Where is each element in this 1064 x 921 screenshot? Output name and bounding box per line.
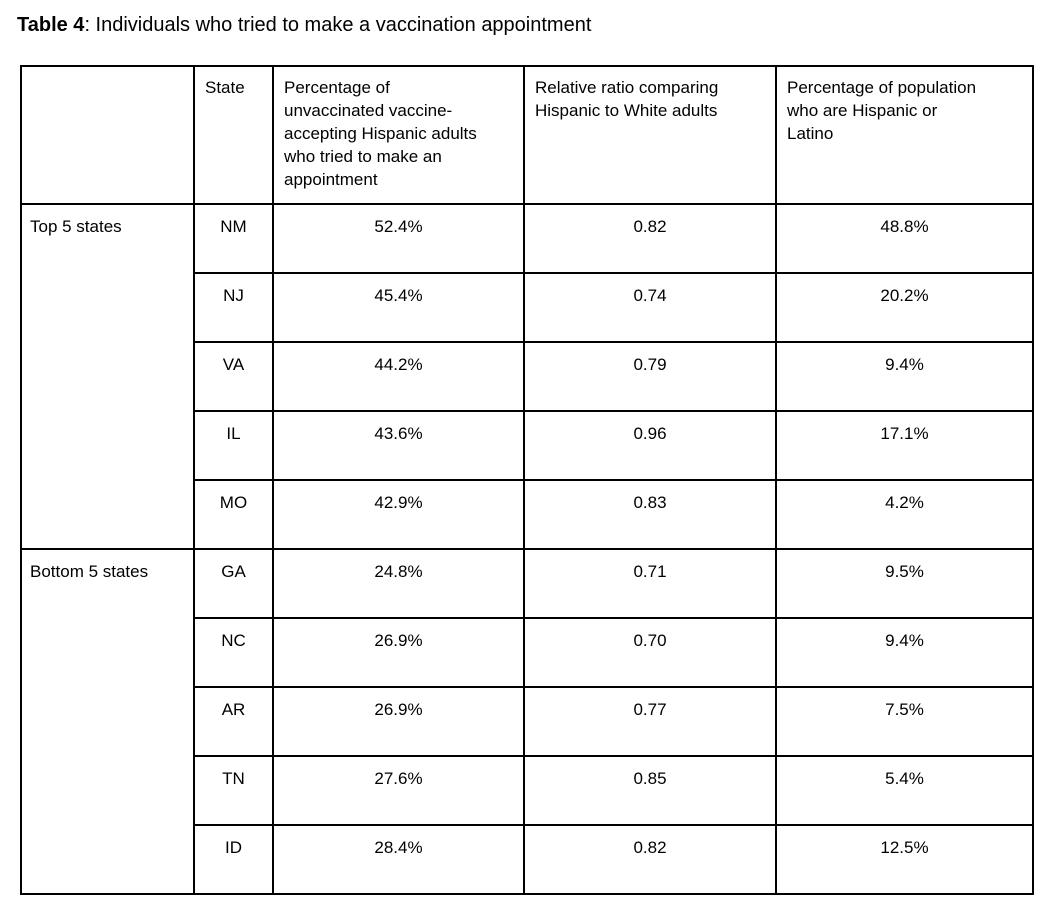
header-relative-ratio: Relative ratio comparing Hispanic to White adults <box>524 66 776 204</box>
table-title <box>17 13 1064 37</box>
pct-population-cell: 12.5% <box>776 825 1033 894</box>
header-group <box>21 66 194 204</box>
ratio-cell: 0.82 <box>524 204 776 273</box>
pct-tried-cell: 43.6% <box>273 411 524 480</box>
table-body <box>21 204 1033 894</box>
ratio-cell: 0.85 <box>524 756 776 825</box>
pct-tried-cell: 27.6% <box>273 756 524 825</box>
pct-population-cell: 9.4% <box>776 618 1033 687</box>
ratio-cell: 0.79 <box>524 342 776 411</box>
state-cell: GA <box>194 549 273 618</box>
state-cell: NJ <box>194 273 273 342</box>
state-cell: NC <box>194 618 273 687</box>
pct-population-cell: 4.2% <box>776 480 1033 549</box>
ratio-cell: 0.96 <box>524 411 776 480</box>
state-cell: MO <box>194 480 273 549</box>
pct-tried-cell: 52.4% <box>273 204 524 273</box>
group-label-top5: Top 5 states <box>21 204 194 549</box>
header-pct-tried: Percentage of unvaccinated vaccine-accepting Hispanic adults who tried to make an appointment <box>273 66 524 204</box>
state-cell: IL <box>194 411 273 480</box>
state-cell: NM <box>194 204 273 273</box>
table-title-caption: : Individuals who tried to make a vaccination appointment <box>84 14 592 36</box>
pct-tried-cell: 24.8% <box>273 549 524 618</box>
pct-population-cell: 48.8% <box>776 204 1033 273</box>
vaccination-appointment-table <box>20 65 1034 895</box>
ratio-cell: 0.82 <box>524 825 776 894</box>
pct-tried-cell: 44.2% <box>273 342 524 411</box>
ratio-cell: 0.70 <box>524 618 776 687</box>
ratio-cell: 0.71 <box>524 549 776 618</box>
table-row <box>21 549 1033 618</box>
header-pct-population: Percentage of population who are Hispanic or Latino <box>776 66 1033 204</box>
table-header <box>21 66 1033 204</box>
pct-tried-cell: 45.4% <box>273 273 524 342</box>
pct-tried-cell: 28.4% <box>273 825 524 894</box>
table-row <box>21 204 1033 273</box>
pct-population-cell: 7.5% <box>776 687 1033 756</box>
table-title-label: Table 4 <box>17 14 85 36</box>
pct-population-cell: 20.2% <box>776 273 1033 342</box>
pct-population-cell: 9.4% <box>776 342 1033 411</box>
header-state: State <box>194 66 273 204</box>
pct-tried-cell: 26.9% <box>273 618 524 687</box>
pct-tried-cell: 42.9% <box>273 480 524 549</box>
pct-population-cell: 17.1% <box>776 411 1033 480</box>
state-cell: ID <box>194 825 273 894</box>
pct-population-cell: 9.5% <box>776 549 1033 618</box>
ratio-cell: 0.74 <box>524 273 776 342</box>
group-label-bottom5: Bottom 5 states <box>21 549 194 894</box>
pct-tried-cell: 26.9% <box>273 687 524 756</box>
header-row <box>21 66 1033 204</box>
ratio-cell: 0.77 <box>524 687 776 756</box>
state-cell: VA <box>194 342 273 411</box>
state-cell: TN <box>194 756 273 825</box>
pct-population-cell: 5.4% <box>776 756 1033 825</box>
state-cell: AR <box>194 687 273 756</box>
ratio-cell: 0.83 <box>524 480 776 549</box>
